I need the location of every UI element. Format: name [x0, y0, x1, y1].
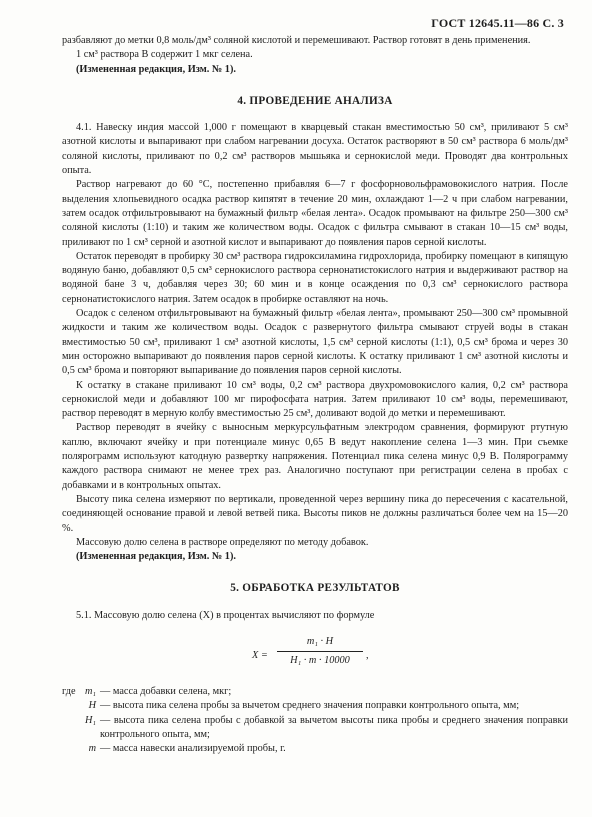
definition-row	[62, 714, 568, 743]
formula-tail: ,	[366, 649, 369, 661]
s4-paragraph-4: Осадок с селеном отфильтровывают на бумажный фильтр «белая лента», промывают 250—300 см³ промывной жидкости и таким же количеством воды. Осадок с развернутого фильтра смывают струей воды в стакан вместимостью 50 см³, приливают 1 см³ азотной кислоты, 1,5 см³ серной кислоты (1:1), 0,5 см³ брома и через 30 мин осторожно выпаривают до появления паров серной кислоты. К остатку приливают 1 см³ азотной кислоты и 0,5 см³ брома и повторяют выпаривание до появления паров серной кислоты.	[62, 308, 568, 377]
s4-amendment-note: (Измененная редакция, Изм. № 1).	[76, 551, 236, 563]
definition-symbol: H	[88, 700, 96, 712]
s4-paragraph-7: Высоту пика селена измеряют по вертикали, проведенной через вершину пика до пересечения с касательной, соединяющей основание правой и левой ветвей пика. Высоты пиков не должны различаться более чем на 15—20 %.	[62, 493, 568, 534]
s4-paragraph-3: Остаток переводят в пробирку 30 см³ раствора гидроксиламина гидрохлорида, пробирку помещают в кипящую водяную баню, добавляют 0,5 см³ сернокислого раствора сернонатистокислого натрия и выдерживают раствор на водяной бане 3 ч, добавляя через 30; 60 мин и в конце осаждения по 0,3 см³ сернокислого раствора сернонатистокислого натрия. Затем осадок в пробирке оставляют на ночь.	[62, 250, 568, 305]
s4-paragraph-8: Массовую долю селена в растворе определяют по методу добавок.	[76, 536, 369, 548]
formula	[62, 631, 568, 683]
intro-amendment-note: (Измененная редакция, Изм. № 1).	[76, 63, 236, 75]
formula-lhs: X =	[252, 649, 268, 661]
definition-row	[62, 699, 568, 713]
definition-symbol: m	[88, 743, 96, 755]
formula-denominator: H₁ · m · 10000	[290, 655, 350, 667]
definition-text: — высота пика селена пробы за вычетом среднего значения поправки контрольного опыта, мм;	[100, 700, 520, 712]
intro-paragraph-1: разбавляют до метки 0,8 моль/дм³ соляной кислотой и перемешивают. Раствор готовят в день применения.	[62, 35, 531, 46]
s4-paragraph-1: 4.1. Навеску индия массой 1,000 г помещают в кварцевый стакан вместимостью 50 см³, приливают 5 см³ азотной кислоты и выпаривают при слабом нагревании досуха. Остаток растворяют в 50 см³ раствора 6 моль/дм³ соляной кислоты, приливают по 0,2 см³ растворов мышьяка и сернокислой меди. Проводят два контрольных опыта.	[62, 122, 568, 177]
document-body	[62, 34, 568, 756]
s4-paragraph-2: Раствор нагревают до 60 °С, постепенно прибавляя 6—7 г фосфорновольфрамовокислого натрия. После выделения хлопьевидного осадка раствор кипятят в течение 20 мин, охлаждают 1—2 ч при слабом нагревании, затем осадок отфильтровывают на бумажный фильтр «белая лента». Осадок промывают на фильтре 250—300 см³ соляной кислоты (1:10) и таким же количеством воды. Осадок с фильтра смывают в стакан 10—15 см³ воды, приливают по 1 см³ серной и азотной кислот и выпаривают до появления паров серной кислоты.	[62, 179, 568, 248]
intro-paragraph-2: 1 см³ раствора В содержит 1 мкг селена.	[76, 49, 253, 61]
page-header: ГОСТ 12645.11—86 С. 3	[431, 16, 564, 30]
definition-symbol: m₁	[84, 685, 96, 697]
where-label: где	[62, 685, 76, 697]
definition-text: — масса добавки селена, мкг;	[100, 685, 232, 697]
definition-symbol: H₁	[84, 714, 96, 726]
definition-text: — масса навески анализируемой пробы, г.	[100, 743, 286, 755]
definition-row	[62, 685, 568, 699]
s5-paragraph-1: 5.1. Массовую долю селена (X) в процентах вычисляют по формуле	[76, 609, 375, 621]
s4-paragraph-5: К остатку в стакане приливают 10 см³ воды, 0,2 см³ раствора двухромовокислого калия, 0,2 см³ раствора сернокислой меди и добавляют 100 мг пирофосфата натрия. Затем приливают 10 см³ воды, перемешивают, раствор переводят в мерную колбу вместимостью 25 см³, доливают водой до метки и перемешивают.	[62, 379, 568, 420]
section-4-title: 4. ПРОВЕДЕНИЕ АНАЛИЗА	[237, 94, 393, 107]
formula-fraction	[277, 635, 363, 669]
variable-definitions	[62, 685, 568, 756]
section-5-title: 5. ОБРАБОТКА РЕЗУЛЬТАТОВ	[230, 582, 400, 595]
definition-text: — высота пика селена пробы с добавкой за вычетом высоты пика пробы и среднего значения поправки контрольного опыта, мм;	[100, 714, 568, 740]
definition-row	[62, 742, 568, 756]
s4-paragraph-6: Раствор переводят в ячейку с выносным меркурсульфатным электродом сравнения, формируют ртутную каплю, включают ячейку и при потенциале минус 0,65 В ведут накопление селена 1—3 мин. При съемке полярограмм используют катодную развертку напряжения. Потенциал пика селена минус 0,9 В. Полярограмму каждого раствора снимают не менее трех раз. Аналогично поступают при регистрации селена в пробах с добавками и в контрольных опытах.	[62, 422, 568, 491]
formula-numerator: m₁ · H	[277, 635, 363, 652]
